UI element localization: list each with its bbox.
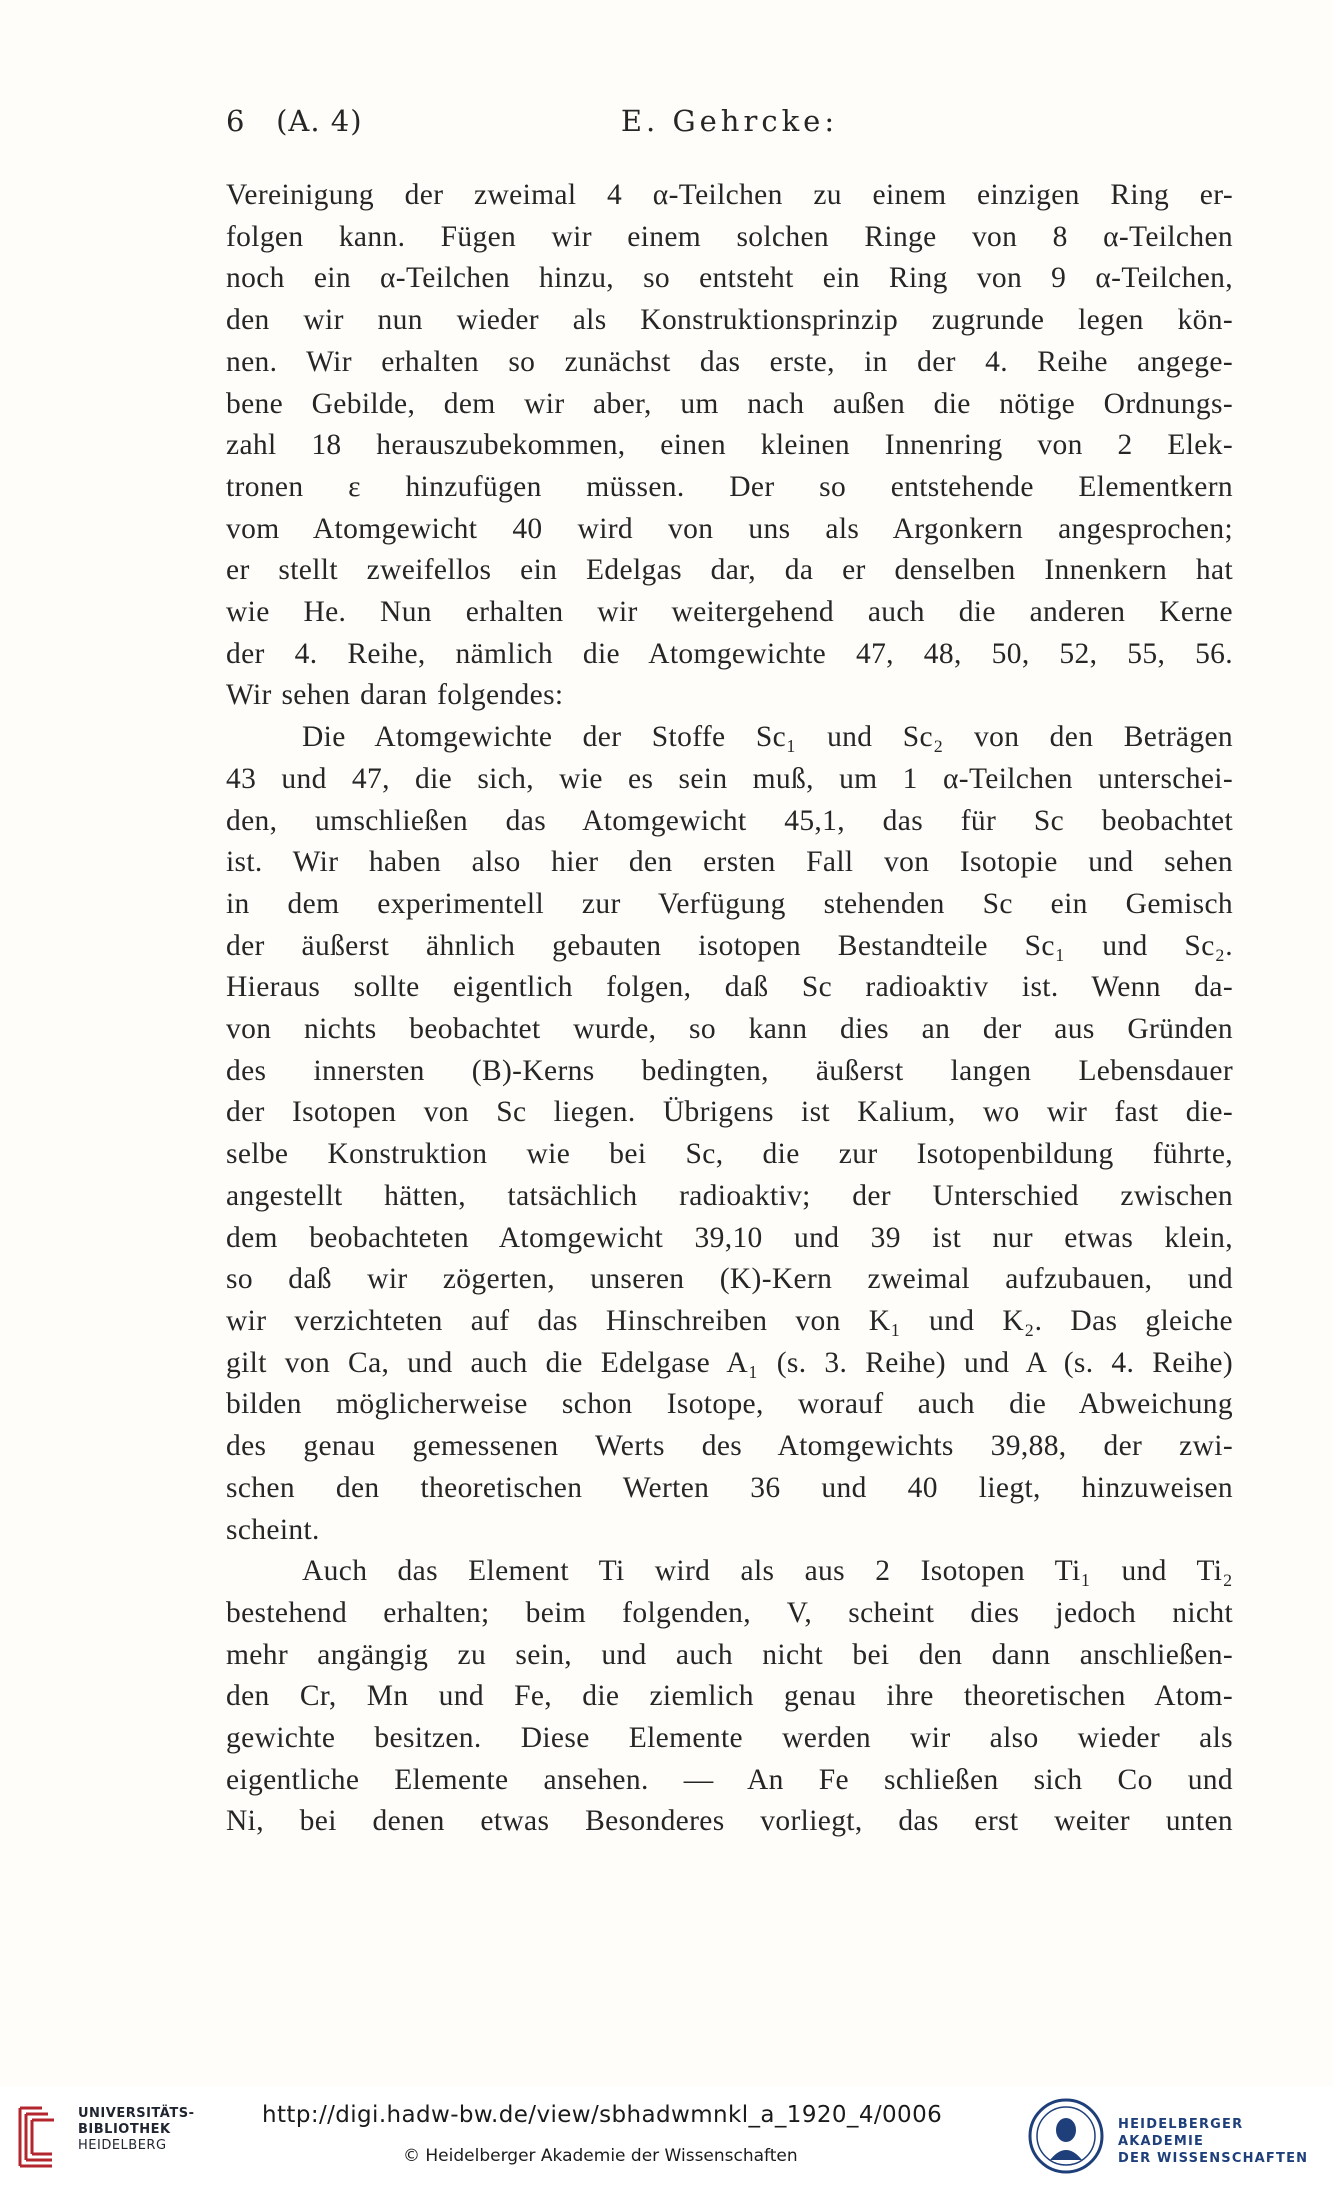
text-line: wie He. Nun erhalten wir weitergehend auch die anderen Kerne <box>226 596 1233 629</box>
text-line: der Isotopen von Sc liegen. Übrigens ist Kalium, wo wir fast die- <box>226 1096 1233 1129</box>
page-number: 6 <box>226 104 246 138</box>
text-line: bene Gebilde, dem wir aber, um nach außen die nötige Ordnungs- <box>226 387 1233 420</box>
paragraph <box>226 175 1233 717</box>
running-header <box>226 104 1233 144</box>
text-line: scheint. <box>226 1513 320 1546</box>
text-line: angestellt hätten, tatsächlich radioaktiv; der Unterschied zwischen <box>226 1179 1233 1212</box>
library-line-2: BIBLIOTHEK <box>78 2122 171 2137</box>
text-line: zahl 18 herauszubekommen, einen kleinen Innenring von 2 Elek- <box>226 429 1233 462</box>
text-line: den, umschließen das Atomgewicht 45,1, das für Sc beobachtet <box>226 804 1233 837</box>
text-line: vom Atomgewicht 40 wird von uns als Argonkern angesprochen; <box>226 512 1233 545</box>
text-line: eigentliche Elemente ansehen. — An Fe schließen sich Co und <box>226 1763 1233 1796</box>
library-line-3: HEIDELBERG <box>78 2138 167 2153</box>
text-line: gewichte besitzen. Diese Elemente werden wir also wieder als <box>226 1722 1233 1755</box>
text-line: er stellt zweifellos ein Edelgas dar, da er denselben Innenkern hat <box>226 554 1233 587</box>
text-line: bestehend erhalten; beim folgenden, V, scheint dies jedoch nicht <box>226 1596 1233 1629</box>
text-line: den wir nun wieder als Konstruktionsprinzip zugrunde legen kön- <box>226 304 1233 337</box>
text-line: Auch das Element Ti wird als aus 2 Isotopen Ti₁ und Ti₂ <box>302 1555 1233 1588</box>
text-line: Wir sehen daran folgendes: <box>226 679 564 712</box>
paragraph <box>226 717 1233 1551</box>
section-label: (A. 4) <box>276 104 363 138</box>
text-line: Ni, bei denen etwas Besonderes vorliegt, das erst weiter unten <box>226 1805 1233 1838</box>
author-name: E. Gehrcke: <box>620 104 839 138</box>
text-line: des genau gemessenen Werts des Atomgewichts 39,88, der zwi- <box>226 1430 1233 1463</box>
university-library-logo-icon <box>12 2102 72 2172</box>
text-line: den Cr, Mn und Fe, die ziemlich genau ihre theoretischen Atom- <box>226 1680 1233 1713</box>
text-line: des innersten (B)-Kerns bedingten, äußerst langen Lebensdauer <box>226 1054 1233 1087</box>
text-line: bilden möglicherweise schon Isotope, worauf auch die Abweichung <box>226 1388 1233 1421</box>
digitization-footer <box>0 2086 1333 2191</box>
text-line: nen. Wir erhalten so zunächst das erste, in der 4. Reihe angege- <box>226 345 1233 378</box>
body-text <box>226 175 1233 1843</box>
academy-line-1: HEIDELBERGER AKADEMIE <box>1118 2117 1244 2149</box>
paragraph <box>226 1551 1233 1843</box>
text-line: 43 und 47, die sich, wie es sein muß, um 1 α-Teilchen unterschei- <box>226 762 1233 795</box>
text-line: ist. Wir haben also hier den ersten Fall von Isotopie und sehen <box>226 846 1233 879</box>
text-line: folgen kann. Fügen wir einem solchen Ringe von 8 α-Teilchen <box>226 220 1233 253</box>
university-library-name <box>78 2106 194 2154</box>
text-line: der 4. Reihe, nämlich die Atomgewichte 47, 48, 50, 52, 55, 56. <box>226 637 1233 670</box>
text-line: gilt von Ca, und auch die Edelgase A₁ (s. 3. Reihe) und A (s. 4. Reihe) <box>226 1346 1233 1379</box>
library-line-1: UNIVERSITÄTS- <box>78 2106 195 2121</box>
text-line: Die Atomgewichte der Stoffe Sc₁ und Sc₂ von den Beträgen <box>302 721 1233 754</box>
text-line: schen den theoretischen Werten 36 und 40 liegt, hinzuweisen <box>226 1471 1233 1504</box>
text-line: wir verzichteten auf das Hinschreiben von K₁ und K₂. Das gleiche <box>226 1304 1233 1337</box>
text-line: noch ein α-Teilchen hinzu, so entsteht ein Ring von 9 α-Teilchen, <box>226 262 1233 295</box>
academy-name <box>1118 2116 1333 2167</box>
text-line: Vereinigung der zweimal 4 α-Teilchen zu einem einzigen Ring er- <box>226 179 1233 211</box>
copyright-notice: © Heidelberger Akademie der Wissenschaften <box>403 2146 798 2166</box>
text-line: in dem experimentell zur Verfügung stehenden Sc ein Gemisch <box>226 887 1233 920</box>
text-line: so daß wir zögerten, unseren (K)-Kern zweimal aufzubauen, und <box>226 1263 1233 1296</box>
text-line: Hieraus sollte eigentlich folgen, daß Sc radioaktiv ist. Wenn da- <box>226 971 1233 1004</box>
text-line: tronen ε hinzufügen müssen. Der so entstehende Elementkern <box>226 470 1233 503</box>
text-line: dem beobachteten Atomgewicht 39,10 und 39 ist nur etwas klein, <box>226 1221 1233 1254</box>
text-line: mehr angängig zu sein, und auch nicht bei den dann anschließen- <box>226 1638 1233 1671</box>
text-line: der äußerst ähnlich gebauten isotopen Bestandteile Sc₁ und Sc₂. <box>226 929 1233 962</box>
permalink-url[interactable]: http://digi.hadw-bw.de/view/sbhadwmnkl_a_1920_4/0006 <box>262 2102 943 2128</box>
academy-seal-icon <box>1026 2096 1106 2176</box>
academy-line-2: DER WISSENSCHAFTEN <box>1118 2151 1309 2166</box>
text-line: von nichts beobachtet wurde, so kann dies an der aus Gründen <box>226 1013 1233 1046</box>
text-line: selbe Konstruktion wie bei Sc, die zur Isotopenbildung führte, <box>226 1138 1233 1171</box>
